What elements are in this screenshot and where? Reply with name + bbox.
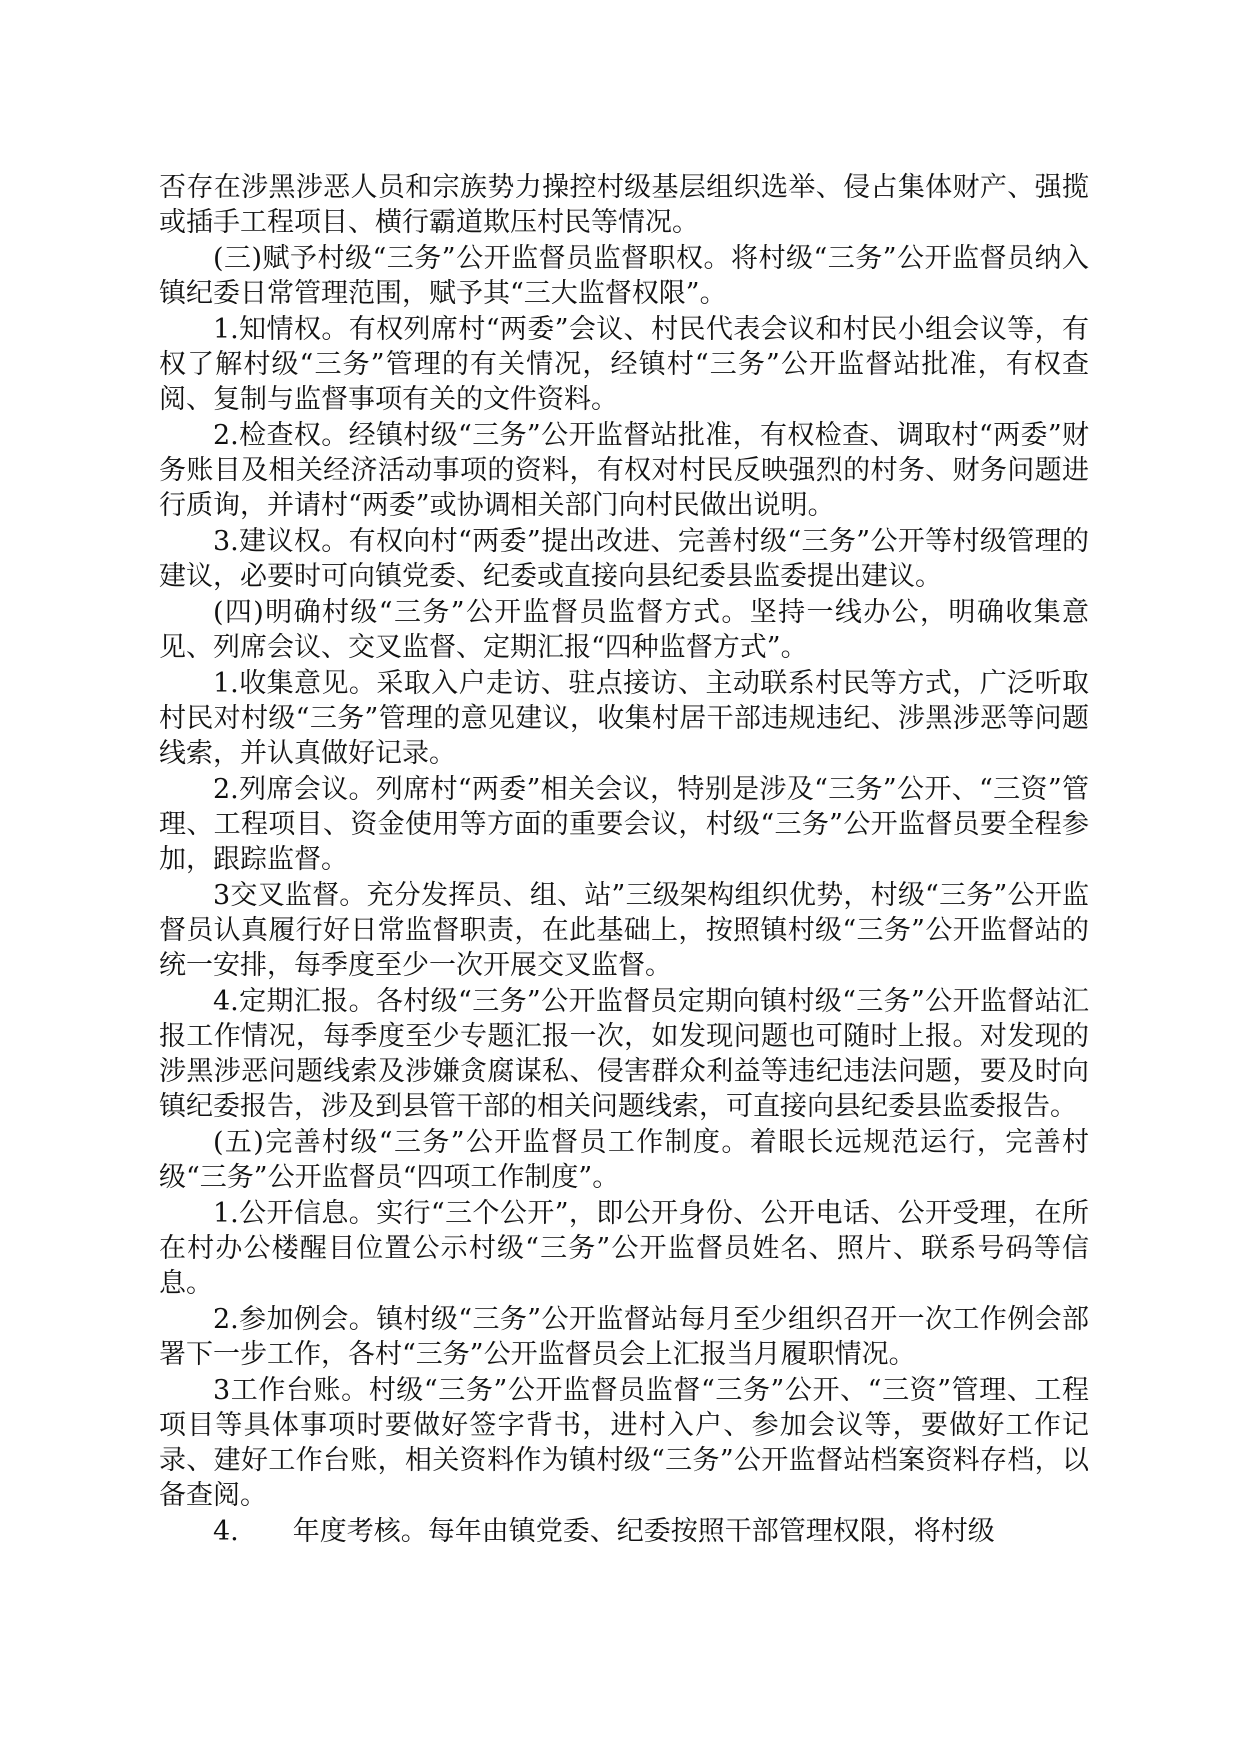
document-page xyxy=(159,170,1089,1550)
paragraph-0: 否存在涉黑涉恶人员和宗族势力操控村级基层组织选举、侵占集体财产、强揽或插手工程项目、横行霸道欺压村民等情况。 xyxy=(159,172,1089,238)
paragraph-collect-opinions: 1.收集意见。采取入户走访、驻点接访、主动联系村民等方式，广泛听取村民对村级“三务”管理的意见建议，收集村居干部违规违纪、涉黑涉恶等问题线索，并认真做好记录。 xyxy=(159,668,1089,769)
paragraph-regular-report: 4.定期汇报。各村级“三务”公开监督员定期向镇村级“三务”公开监督站汇报工作情况，每季度至少专题汇报一次，如发现问题也可随时上报。对发现的涉黑涉恶问题线索及涉嫌贪腐谋私、侵害群众利益等违纪违法问题，要及时向镇纪委报告，涉及到县管干部的相关问题线索，可直接向县纪委县监委报告。 xyxy=(159,986,1089,1122)
paragraph-right-to-suggest: 3.建议权。有权向村“两委”提出改进、完善村级“三务”公开等村级管理的建议，必要时可向镇党委、纪委或直接向县纪委县监委提出建议。 xyxy=(159,526,1089,592)
paragraph-section-5-heading: (五)完善村级“三务”公开监督员工作制度。着眼长远规范运行，完善村级“三务”公开监督员“四项工作制度”。 xyxy=(159,1127,1089,1193)
paragraph-section-4-heading: (四)明确村级“三务”公开监督员监督方式。坚持一线办公，明确收集意见、列席会议、交叉监督、定期汇报“四种监督方式”。 xyxy=(159,597,1089,663)
paragraph-regular-meeting: 2.参加例会。镇村级“三务”公开监督站每月至少组织召开一次工作例会部署下一步工作，各村“三务”公开监督员会上汇报当月履职情况。 xyxy=(159,1304,1089,1370)
paragraph-section-3-heading: (三)赋予村级“三务”公开监督员监督职权。将村级“三务”公开监督员纳入镇纪委日常管理范围，赋予其“三大监督权限”。 xyxy=(159,243,1089,309)
paragraph-attend-meetings: 2.列席会议。列席村“两委”相关会议，特别是涉及“三务”公开、“三资”管理、工程项目、资金使用等方面的重要会议，村级“三务”公开监督员要全程参加，跟踪监督。 xyxy=(159,774,1089,875)
paragraph-cross-supervision: 3交叉监督。充分发挥员、组、站”三级架构组织优势，村级“三务”公开监督员认真履行好日常监督职责，在此基础上，按照镇村级“三务”公开监督站的统一安排，每季度至少一次开展交叉监督。 xyxy=(159,880,1089,981)
paragraph-annual-assessment: 4. 年度考核。每年由镇党委、纪委按照干部管理权限，将村级 xyxy=(213,1516,995,1547)
paragraph-right-to-know: 1.知情权。有权列席村“两委”会议、村民代表会议和村民小组会议等，有权了解村级“三务”管理的有关情况，经镇村“三务”公开监督站批准，有权查阅、复制与监督事项有关的文件资料。 xyxy=(159,314,1089,415)
paragraph-right-to-inspect: 2.检查权。经镇村级“三务”公开监督站批准，有权检查、调取村“两委”财务账目及相关经济活动事项的资料，有权对村民反映强烈的村务、财务问题进行质询，并请村“两委”或协调相关部门向村民做出说明。 xyxy=(159,420,1089,521)
paragraph-work-ledger: 3工作台账。村级“三务”公开监督员监督“三务”公开、“三资”管理、工程项目等具体事项时要做好签字背书，进村入户、参加会议等，要做好工作记录、建好工作台账，相关资料作为镇村级“三务”公开监督站档案资料存档，以备查阅。 xyxy=(159,1375,1089,1511)
paragraph-public-info: 1.公开信息。实行“三个公开”，即公开身份、公开电话、公开受理，在所在村办公楼醒目位置公示村级“三务”公开监督员姓名、照片、联系号码等信息。 xyxy=(159,1198,1089,1299)
